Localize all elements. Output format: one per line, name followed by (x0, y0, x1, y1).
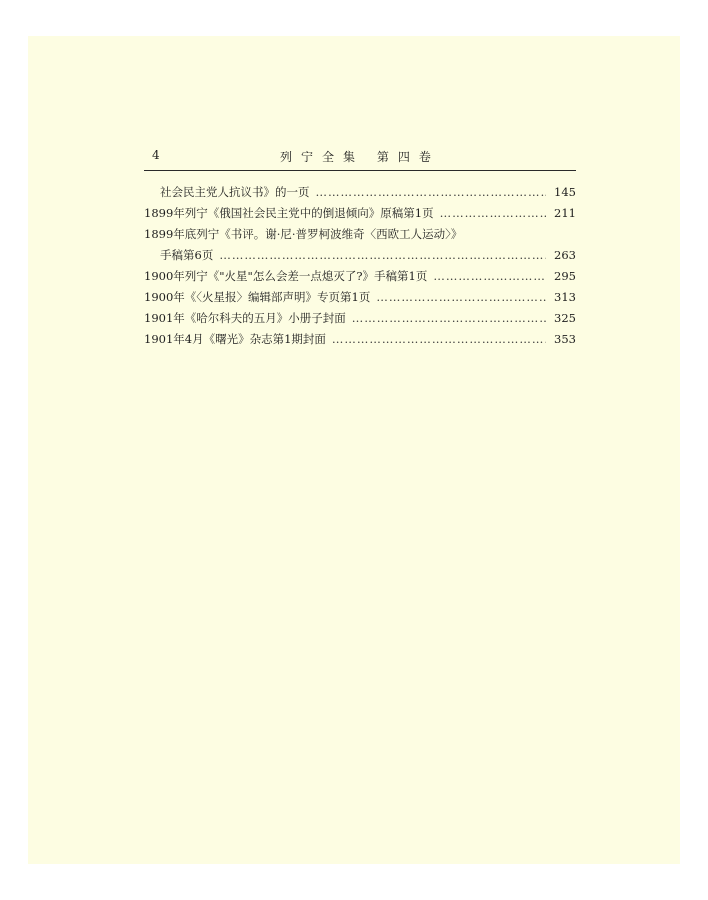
entry-title: 1899年列宁《俄国社会民主党中的倒退倾向》原稿第1页 (144, 206, 434, 220)
entry-title: 1901年《哈尔科夫的五月》小册子封面 (144, 311, 346, 325)
entry-title: 1901年4月《曙光》杂志第1期封面 (144, 332, 326, 346)
list-entry (144, 226, 576, 247)
page-number: 4 (152, 148, 160, 162)
list-entry (144, 205, 576, 226)
running-header (144, 148, 576, 171)
entry-page-number: 263 (554, 248, 576, 262)
entry-page-number: 353 (554, 332, 576, 346)
entry-page-number: 295 (554, 269, 576, 283)
running-title: 列宁全集 第四卷 (280, 150, 440, 164)
dot-leader (352, 311, 546, 325)
entry-title: 1900年列宁《"火星"怎么会差一点熄灭了?》手稿第1页 (144, 269, 428, 283)
entry-title: 1899年底列宁《书评。谢·尼·普罗柯波维奇〈西欧工人运动〉》 (144, 227, 463, 241)
entry-page-number: 211 (554, 206, 576, 220)
dot-leader (376, 290, 546, 304)
list-entry (144, 310, 576, 331)
dot-leader (433, 269, 546, 283)
entry-page-number: 325 (554, 311, 576, 325)
entry-page-number: 313 (554, 290, 576, 304)
dot-leader (332, 332, 546, 346)
dot-leader (219, 248, 546, 262)
list-entry (144, 289, 576, 310)
list-entry (144, 184, 576, 205)
illustration-list (144, 184, 576, 352)
entry-page-number: 145 (554, 185, 576, 199)
entry-title: 社会民主党人抗议书》的一页 (160, 185, 310, 199)
dot-leader (316, 185, 547, 199)
entry-title: 手稿第6页 (160, 248, 214, 262)
list-entry (144, 331, 576, 352)
list-entry (144, 268, 576, 289)
list-entry (144, 247, 576, 268)
dot-leader (440, 206, 546, 220)
entry-title: 1900年《〈火星报〉编辑部声明》专页第1页 (144, 290, 371, 304)
